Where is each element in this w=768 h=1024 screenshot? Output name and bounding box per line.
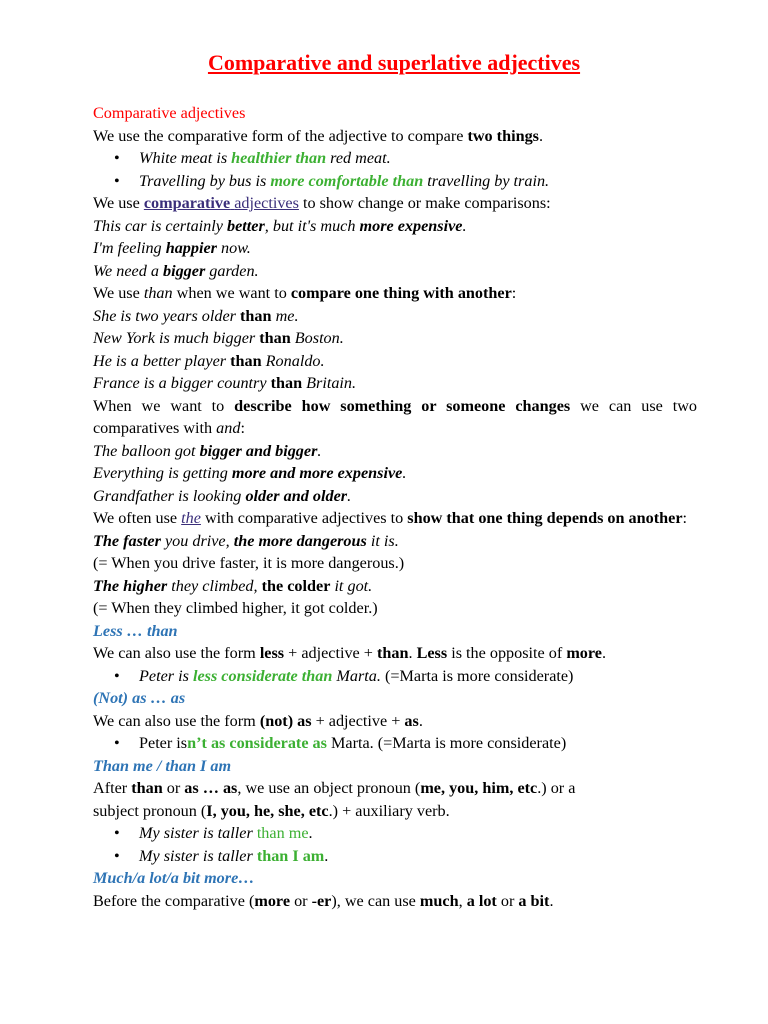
- document-body: [93, 102, 697, 912]
- example-line: This car is certainly better, but it's much more expensive.: [93, 216, 467, 235]
- comparative-link[interactable]: comparative: [143, 194, 231, 212]
- paragraph: We often use the with comparative adjectives to show that one thing depends on another:: [93, 509, 688, 527]
- example-line: Everything is getting more and more expensive.: [93, 464, 407, 482]
- example-line: I'm feeling happier now.: [93, 239, 251, 257]
- list-item: • Peter isn’t as considerate as Marta. (=Marta is more considerate): [93, 732, 697, 755]
- section-heading-than-me: Than me / than I am: [93, 756, 232, 775]
- list-item: • My sister is taller than I am.: [93, 845, 697, 868]
- example-line: Grandfather is looking older and older.: [93, 486, 352, 505]
- example-line: We need a bigger garden.: [93, 261, 259, 280]
- example-line: He is a better player than Ronaldo.: [93, 351, 325, 370]
- section-heading-comparative: Comparative adjectives: [93, 104, 246, 122]
- example-line: The faster you drive, the more dangerous it is.: [93, 531, 399, 550]
- example-line: France is a bigger country than Britain.: [93, 374, 357, 392]
- list-item: • White meat is healthier than red meat.: [93, 147, 697, 170]
- list-item: • Peter is less considerate than Marta. (=Marta is more considerate): [93, 665, 697, 688]
- paragraph: subject pronoun (I, you, he, she, etc.) + auxiliary verb.: [93, 801, 450, 820]
- paragraph: We use the comparative form of the adjective to compare two things.: [93, 126, 544, 145]
- the-link[interactable]: the: [181, 509, 201, 527]
- paragraph: We can also use the form (not) as + adjective + as.: [93, 711, 423, 730]
- paragraph: After than or as … as, we use an object pronoun (me, you, him, etc.) or a: [93, 779, 576, 797]
- example-line: The balloon got bigger and bigger.: [93, 441, 322, 460]
- example-line: New York is much bigger than Boston.: [93, 329, 344, 347]
- paragraph: When we want to describe how something or someone changes we can use two comparatives with and:: [93, 396, 697, 437]
- section-heading-not-as-as: (Not) as … as: [93, 689, 186, 707]
- page-title: Comparative and superlative adjectives: [207, 50, 581, 75]
- paragraph: We can also use the form less + adjective + than. Less is the opposite of more.: [93, 644, 607, 662]
- example-line: (= When they climbed higher, it got colder.): [93, 599, 378, 617]
- section-heading-much-more: Much/a lot/a bit more…: [93, 869, 255, 887]
- adjectives-link[interactable]: adjectives: [234, 194, 299, 212]
- paragraph: Before the comparative (more or -er), we can use much, a lot or a bit.: [93, 891, 554, 910]
- section-heading-less-than: Less … than: [93, 621, 178, 640]
- example-line: She is two years older than me.: [93, 306, 299, 325]
- example-line: The higher they climbed, the colder it got.: [93, 576, 373, 595]
- example-line: (= When you drive faster, it is more dangerous.): [93, 554, 405, 572]
- list-item: • Travelling by bus is more comfortable than travelling by train.: [93, 170, 697, 193]
- paragraph: We use comparative adjectives to show change or make comparisons:: [93, 194, 551, 212]
- paragraph: We use than when we want to compare one thing with another:: [93, 284, 517, 302]
- list-item: • My sister is taller than me.: [93, 822, 697, 845]
